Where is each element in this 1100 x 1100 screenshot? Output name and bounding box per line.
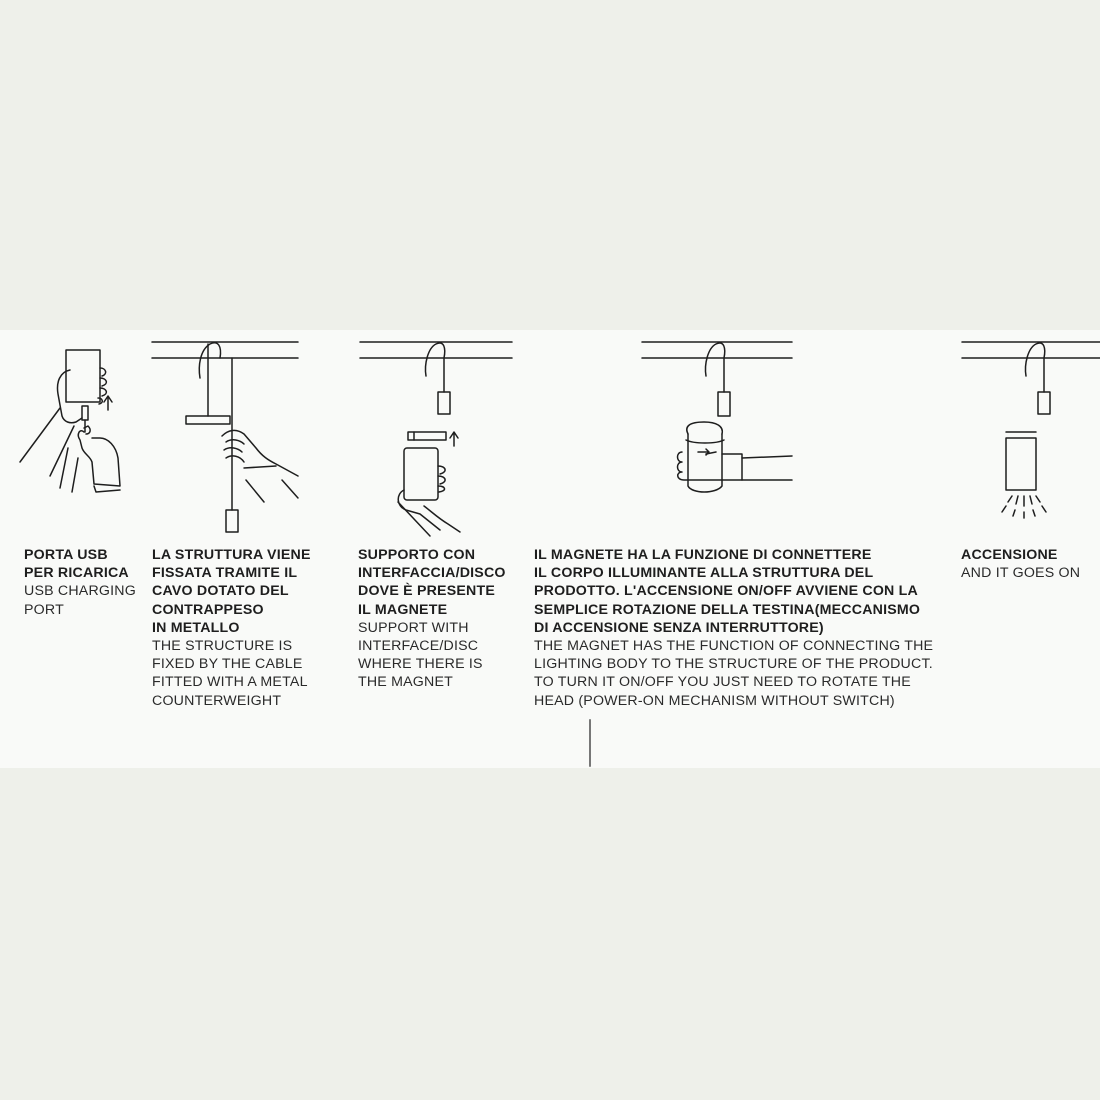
- step-2-text: [152, 546, 352, 710]
- step-3-text: [358, 546, 530, 692]
- step-1-title-it: PORTA USB PER RICARICA: [24, 547, 129, 582]
- hand-attaching-lamp-to-disc-icon: [360, 342, 512, 536]
- step-1-text: [24, 546, 150, 619]
- step-2-title-it: LA STRUTTURA VIENE FISSATA TRAMITE IL CAVO DOTATO DEL CONTRAPPESO IN METALLO: [152, 547, 311, 636]
- lamp-emitting-light-icon: [962, 342, 1100, 518]
- step-2-text-en: THE STRUCTURE IS FIXED BY THE CABLE FITTED WITH A METAL COUNTERWEIGHT: [152, 638, 308, 709]
- hand-pulling-cable-over-bar-icon: [152, 342, 298, 532]
- step-3-title-it: SUPPORTO CON INTERFACCIA/DISCO DOVE È PRESENTE IL MAGNETE: [358, 547, 506, 618]
- hand-rotating-lamp-head-icon: [642, 342, 792, 492]
- step-5-title-it: ACCENSIONE: [961, 547, 1058, 563]
- step-5-text: [961, 546, 1097, 582]
- step-3-text-en: SUPPORT WITH INTERFACE/DISC WHERE THERE IS THE MAGNET: [358, 619, 483, 691]
- step-5-text-en: AND IT GOES ON: [961, 565, 1081, 582]
- hand-holding-lamp-usb-plug-icon: [20, 350, 120, 492]
- step-4-text: [534, 546, 958, 710]
- step-4-title-it: IL MAGNETE HA LA FUNZIONE DI CONNETTERE IL CORPO ILLUMINANTE ALLA STRUTTURA DEL PRODOTTO. L'ACCENSIONE ON/OFF AVVIENE CON LA SEMPLICE ROTAZIONE DELLA TESTINA(MECCANISMO DI ACCENSIONE SENZA INTERRUTTORE): [534, 547, 921, 636]
- step-4-text-en: THE MAGNET HAS THE FUNCTION OF CONNECTING THE LIGHTING BODY TO THE STRUCTURE OF THE PRODUCT. TO TURN IT ON/OFF YOU JUST NEED TO ROTATE THE HEAD (POWER-ON MECHANISM WITHOUT SWITCH): [534, 638, 934, 709]
- step-1-text-en: USB CHARGING PORT: [24, 583, 136, 618]
